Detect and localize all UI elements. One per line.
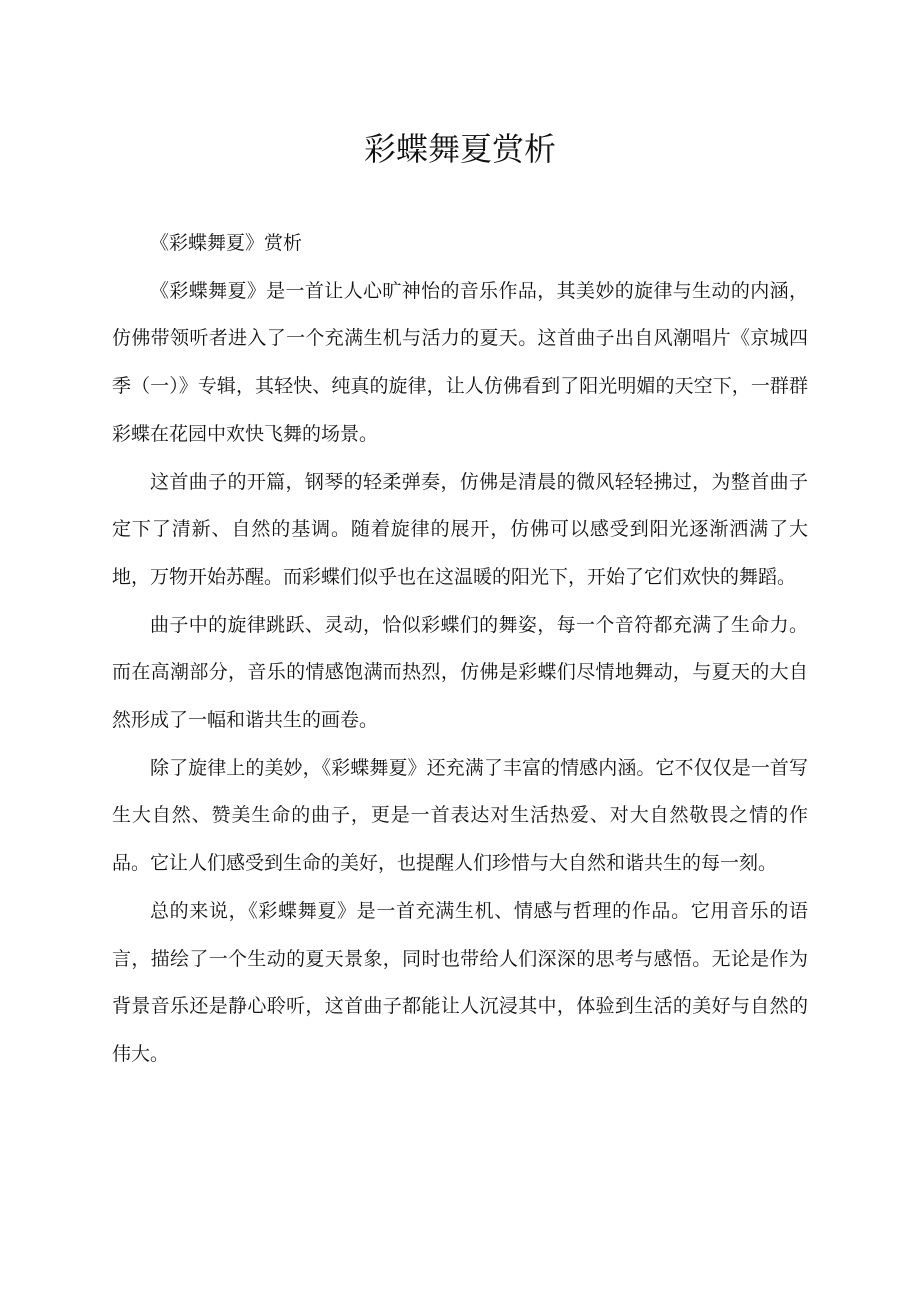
paragraph: 除了旋律上的美妙，《彩蝶舞夏》还充满了丰富的情感内涵。它不仅仅是一首写生大自然、赞美生命的曲子，更是一首表达对生活热爱、对大自然敬畏之情的作品。它让人们感受到生命的美好，也提醒人们珍惜与大自然和谐共生的每一刻。	[112, 756, 808, 875]
document-body	[112, 220, 808, 1079]
paragraph: 这首曲子的开篇，钢琴的轻柔弹奏，仿佛是清晨的微风轻轻拂过，为整首曲子定下了清新、自然的基调。随着旋律的展开，仿佛可以感受到阳光逐渐洒满了大地，万物开始苏醒。而彩蝶们似乎也在这温暖的阳光下，开始了它们欢快的舞蹈。	[112, 470, 808, 588]
paragraph: 《彩蝶舞夏》是一首让人心旷神怡的音乐作品，其美妙的旋律与生动的内涵，仿佛带领听者进入了一个充满生机与活力的夏天。这首曲子出自风潮唱片《京城四季（一）》专辑，其轻快、纯真的旋律，让人仿佛看到了阳光明媚的天空下，一群群彩蝶在花园中欢快飞舞的场景。	[112, 279, 808, 445]
subheading: 《彩蝶舞夏》赏析	[150, 232, 303, 254]
paragraph: 曲子中的旋律跳跃、灵动，恰似彩蝶们的舞姿，每一个音符都充满了生命力。而在高潮部分，音乐的情感饱满而热烈，仿佛是彩蝶们尽情地舞动，与夏天的大自然形成了一幅和谐共生的画卷。	[112, 613, 808, 732]
page-title: 彩蝶舞夏赏析	[363, 130, 556, 168]
paragraph: 总的来说，《彩蝶舞夏》是一首充满生机、情感与哲理的作品。它用音乐的语言，描绘了一个生动的夏天景象，同时也带给人们深深的思考与感悟。无论是作为背景音乐还是静心聆听，这首曲子都能让人沉浸其中，体验到生活的美好与自然的伟大。	[112, 899, 808, 1065]
